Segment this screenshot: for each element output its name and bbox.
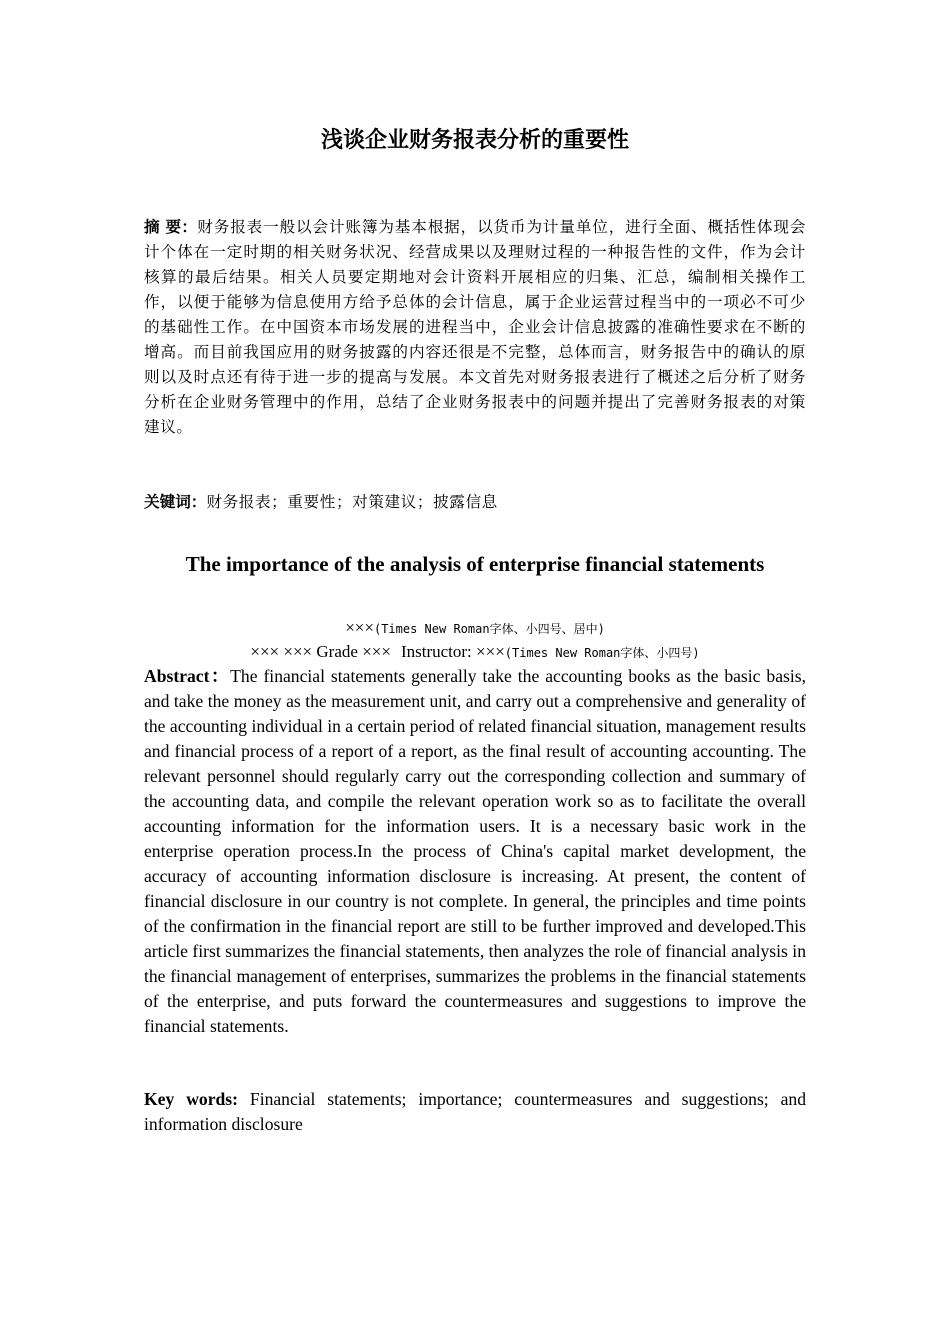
class-instructor-line (0, 641, 950, 664)
english-abstract (144, 664, 806, 1039)
english-keywords-text: Financial statements; importance; countermeasures and suggestions; and information disclosure (144, 1089, 806, 1134)
english-keywords-label: Key words: (144, 1089, 238, 1109)
grade-value: ××× (362, 642, 391, 661)
chinese-keywords-text: 财务报表；重要性；对策建议；披露信息 (206, 493, 498, 511)
author-name: ××× (345, 618, 374, 637)
instructor-value: ××× (476, 642, 505, 661)
chinese-abstract-text: 财务报表一般以会计账簿为基本根据，以货币为计量单位，进行全面、概括性体现会计个体在一定时期的相关财务状况、经营成果以及理财过程的一种报告性的文件，作为会计核算的最后结果。相关人员要定期地对会计资料开展相应的归集、汇总，编制相关操作工作，以便于能够为信息使用方给予总体的会计信息，属于企业运营过程当中的一项必不可少的基础性工作。在中国资本市场发展的进程当中，企业会计信息披露的准确性要求在不断的增高。而目前我国应用的财务披露的内容还很是不完整，总体而言，财务报告中的确认的原则以及时点还有待于进一步的提高与发展。本文首先对财务报表进行了概述之后分析了财务分析在企业财务管理中的作用，总结了企业财务报表中的问题并提出了完善财务报表的对策建议。 (144, 218, 806, 436)
chinese-keywords (144, 490, 806, 515)
meta-names: ××× ××× (250, 642, 313, 661)
chinese-abstract-label: 摘 要： (144, 218, 198, 236)
english-title: The importance of the analysis of enterprise financial statements (185, 552, 765, 576)
chinese-abstract (144, 215, 806, 440)
author-format-note: (Times New Roman字体、小四号、居中) (373, 622, 605, 636)
english-keywords (144, 1087, 806, 1137)
meta-format-note: (Times New Roman字体、小四号) (504, 646, 700, 660)
grade-label: Grade (316, 642, 358, 661)
author-line (0, 617, 950, 640)
chinese-title: 浅谈企业财务报表分析的重要性 (320, 128, 629, 153)
english-abstract-label: Abstract： (144, 666, 231, 686)
english-abstract-text: The financial statements generally take the accounting books as the basic basis, and take the money as the measurement unit, and carry out a comprehensive and generality of the accounting individual in a certain period of related financial situation, management results and financial process of a report of a report, as the final result of accounting accounting. The relevant personnel should regularly carry out the corresponding collection and summary of the accounting data, and compile the relevant operation work so as to facilitate the overall accounting information for the information users. It is a necessary basic work in the enterprise operation process.In the process of China's capital market development, the accuracy of accounting information disclosure is increasing. At present, the content of financial disclosure in our country is not complete. In general, the principles and time points of the confirmation in the financial report are still to be further improved and developed.This article first summarizes the financial statements, then analyzes the role of financial analysis in the financial management of enterprises, summarizes the problems in the financial statements of the enterprise, and puts forward the countermeasures and suggestions to improve the financial statements. (144, 666, 806, 1036)
instructor-label: Instructor: (400, 642, 472, 661)
chinese-keywords-label: 关键词： (144, 493, 207, 511)
